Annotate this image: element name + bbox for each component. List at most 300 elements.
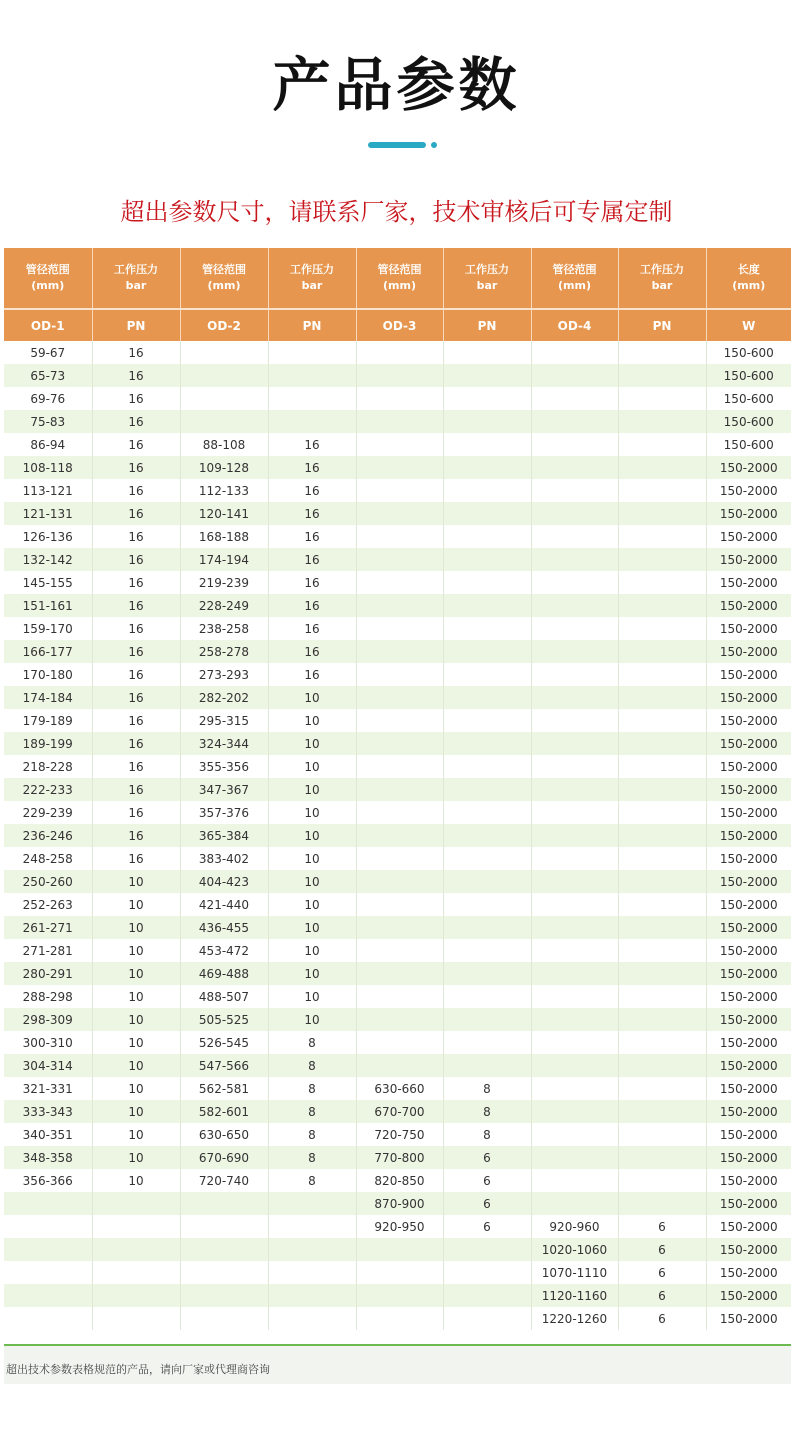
table-cell: [356, 1031, 443, 1054]
table-cell: 150-2000: [706, 525, 791, 548]
table-cell: [356, 663, 443, 686]
table-row: [4, 801, 791, 824]
table-cell: 383-402: [180, 847, 268, 870]
table-cell: 321-331: [4, 1077, 92, 1100]
table-cell: [4, 1261, 92, 1284]
table-cell: [4, 1307, 92, 1330]
table-cell: 219-239: [180, 571, 268, 594]
table-cell: 150-2000: [706, 456, 791, 479]
table-row: [4, 686, 791, 709]
table-cell: 8: [268, 1031, 356, 1054]
table-cell: 65-73: [4, 364, 92, 387]
table-cell: 10: [268, 1008, 356, 1031]
table-row: [4, 1123, 791, 1146]
table-cell: [443, 663, 531, 686]
header-cell-label: [180, 248, 268, 309]
table-cell: [356, 985, 443, 1008]
table-cell: [531, 824, 618, 847]
header-row-labels: [4, 248, 791, 309]
table-cell: 1120-1160: [531, 1284, 618, 1307]
table-cell: 10: [92, 1008, 180, 1031]
table-cell: [618, 640, 706, 663]
table-cell: [618, 985, 706, 1008]
table-cell: 8: [268, 1146, 356, 1169]
table-cell: [356, 962, 443, 985]
table-cell: 505-525: [180, 1008, 268, 1031]
table-cell: 16: [92, 732, 180, 755]
header-label: 管径范围: [377, 263, 422, 276]
table-cell: 10: [92, 1146, 180, 1169]
table-cell: 150-2000: [706, 1008, 791, 1031]
table-cell: [356, 1238, 443, 1261]
table-cell: 126-136: [4, 525, 92, 548]
table-row: [4, 571, 791, 594]
table-cell: [618, 663, 706, 686]
table-cell: [356, 1261, 443, 1284]
table-cell: [268, 410, 356, 433]
table-cell: [618, 870, 706, 893]
table-cell: [268, 364, 356, 387]
table-cell: 150-2000: [706, 617, 791, 640]
table-cell: 16: [92, 847, 180, 870]
table-cell: 10: [268, 755, 356, 778]
table-cell: [180, 1261, 268, 1284]
table-cell: 10: [268, 870, 356, 893]
table-cell: [531, 1146, 618, 1169]
table-cell: [356, 939, 443, 962]
table-cell: 582-601: [180, 1100, 268, 1123]
table-cell: 69-76: [4, 387, 92, 410]
table-cell: [4, 1238, 92, 1261]
table-cell: 280-291: [4, 962, 92, 985]
header-cell-label: [356, 248, 443, 309]
table-cell: 10: [268, 893, 356, 916]
table-cell: [531, 870, 618, 893]
table-cell: [443, 387, 531, 410]
table-cell: 10: [92, 893, 180, 916]
table-cell: 1070-1110: [531, 1261, 618, 1284]
table-cell: [356, 847, 443, 870]
table-body: [4, 341, 791, 1330]
header-code: PN: [618, 309, 706, 341]
table-cell: [443, 962, 531, 985]
table-cell: [356, 709, 443, 732]
table-cell: 10: [92, 1054, 180, 1077]
header-label: 工作压力: [114, 263, 158, 276]
table-cell: 770-800: [356, 1146, 443, 1169]
table-cell: 150-2000: [706, 640, 791, 663]
table-cell: [618, 824, 706, 847]
table-cell: [531, 962, 618, 985]
table-cell: 236-246: [4, 824, 92, 847]
table-cell: 250-260: [4, 870, 92, 893]
header-unit: (mm): [732, 279, 766, 292]
table-cell: 820-850: [356, 1169, 443, 1192]
table-cell: 347-367: [180, 778, 268, 801]
table-cell: 365-384: [180, 824, 268, 847]
table-cell: 920-950: [356, 1215, 443, 1238]
table-cell: [356, 525, 443, 548]
table-cell: 16: [268, 571, 356, 594]
table-cell: 16: [268, 525, 356, 548]
table-cell: 228-249: [180, 594, 268, 617]
table-cell: [92, 1238, 180, 1261]
table-row: [4, 962, 791, 985]
table-cell: [268, 387, 356, 410]
table-cell: 295-315: [180, 709, 268, 732]
header-label: 工作压力: [640, 263, 684, 276]
table-cell: [268, 1261, 356, 1284]
table-cell: 526-545: [180, 1031, 268, 1054]
table-cell: [268, 1284, 356, 1307]
table-cell: [531, 1031, 618, 1054]
table-cell: 150-2000: [706, 479, 791, 502]
table-row: [4, 916, 791, 939]
table-cell: 8: [443, 1077, 531, 1100]
table-cell: [443, 1261, 531, 1284]
table-cell: 16: [268, 663, 356, 686]
table-cell: 261-271: [4, 916, 92, 939]
table-cell: [531, 456, 618, 479]
table-cell: [356, 824, 443, 847]
table-cell: [618, 502, 706, 525]
table-cell: [531, 410, 618, 433]
table-cell: [4, 1215, 92, 1238]
table-cell: [92, 1307, 180, 1330]
table-cell: [180, 410, 268, 433]
table-row: [4, 732, 791, 755]
table-row: [4, 1261, 791, 1284]
table-cell: [531, 1077, 618, 1100]
table-cell: [443, 410, 531, 433]
header-code: PN: [92, 309, 180, 341]
table-row: [4, 824, 791, 847]
table-cell: [356, 387, 443, 410]
table-row: [4, 640, 791, 663]
table-cell: 166-177: [4, 640, 92, 663]
table-cell: [443, 341, 531, 364]
table-cell: 218-228: [4, 755, 92, 778]
table-cell: 10: [268, 962, 356, 985]
table-cell: 16: [268, 502, 356, 525]
table-cell: [618, 479, 706, 502]
table-cell: 10: [92, 1031, 180, 1054]
table-cell: 16: [92, 617, 180, 640]
table-cell: 150-2000: [706, 1077, 791, 1100]
table-cell: 59-67: [4, 341, 92, 364]
table-cell: [443, 456, 531, 479]
table-cell: 150-2000: [706, 1192, 791, 1215]
table-cell: 670-700: [356, 1100, 443, 1123]
table-row: [4, 617, 791, 640]
table-cell: 150-2000: [706, 1307, 791, 1330]
table-cell: [531, 548, 618, 571]
table-cell: 16: [92, 663, 180, 686]
table-cell: 150-2000: [706, 571, 791, 594]
table-cell: [618, 778, 706, 801]
table-cell: [443, 571, 531, 594]
table-cell: [443, 617, 531, 640]
table-cell: 436-455: [180, 916, 268, 939]
table-cell: [443, 755, 531, 778]
table-cell: 10: [268, 985, 356, 1008]
table-cell: [443, 732, 531, 755]
table-cell: 109-128: [180, 456, 268, 479]
table-cell: [180, 1215, 268, 1238]
table-cell: [618, 456, 706, 479]
table-row: [4, 341, 791, 364]
table-cell: 6: [443, 1169, 531, 1192]
page-title: 产品参数: [272, 51, 521, 119]
table-cell: 630-650: [180, 1123, 268, 1146]
table-cell: 150-2000: [706, 1169, 791, 1192]
table-cell: 222-233: [4, 778, 92, 801]
table-row: [4, 456, 791, 479]
table-row: [4, 709, 791, 732]
table-cell: [443, 870, 531, 893]
table-cell: 10: [92, 1169, 180, 1192]
table-cell: [268, 341, 356, 364]
table-cell: 288-298: [4, 985, 92, 1008]
table-cell: [443, 548, 531, 571]
table-cell: [618, 939, 706, 962]
table-cell: 16: [92, 778, 180, 801]
table-cell: 16: [268, 640, 356, 663]
table-cell: [356, 502, 443, 525]
table-cell: 6: [618, 1238, 706, 1261]
table-cell: 16: [92, 341, 180, 364]
table-row: [4, 1031, 791, 1054]
table-cell: 282-202: [180, 686, 268, 709]
table-cell: 150-2000: [706, 1238, 791, 1261]
table-cell: [618, 1146, 706, 1169]
table-cell: [356, 640, 443, 663]
table-cell: [531, 1008, 618, 1031]
table-cell: [180, 1238, 268, 1261]
table-cell: 150-2000: [706, 755, 791, 778]
table-cell: [618, 686, 706, 709]
table-cell: [531, 433, 618, 456]
table-cell: [618, 433, 706, 456]
table-cell: 271-281: [4, 939, 92, 962]
header-label: 工作压力: [465, 263, 509, 276]
table-row: [4, 1077, 791, 1100]
table-row: [4, 525, 791, 548]
table-cell: 469-488: [180, 962, 268, 985]
table-cell: [443, 640, 531, 663]
table-cell: 10: [268, 709, 356, 732]
table-cell: [268, 1192, 356, 1215]
table-cell: 16: [92, 433, 180, 456]
table-cell: [356, 893, 443, 916]
table-cell: 6: [443, 1192, 531, 1215]
header-code: PN: [268, 309, 356, 341]
table-cell: [268, 1238, 356, 1261]
table-row: [4, 1008, 791, 1031]
table-cell: 168-188: [180, 525, 268, 548]
table-cell: [531, 732, 618, 755]
table-cell: [531, 1169, 618, 1192]
table-cell: [443, 364, 531, 387]
table-cell: [618, 847, 706, 870]
table-cell: [531, 364, 618, 387]
table-row: [4, 985, 791, 1008]
table-cell: 179-189: [4, 709, 92, 732]
table-cell: 150-2000: [706, 548, 791, 571]
table-cell: 150-2000: [706, 778, 791, 801]
header-cell-label: [92, 248, 180, 309]
table-cell: 10: [268, 847, 356, 870]
table-cell: [618, 1031, 706, 1054]
table-cell: [443, 801, 531, 824]
table-cell: 8: [268, 1169, 356, 1192]
table-cell: 16: [92, 571, 180, 594]
table-cell: 6: [618, 1261, 706, 1284]
header-label: 管径范围: [202, 263, 246, 276]
header-cell-label: [618, 248, 706, 309]
header-label: 工作压力: [290, 263, 334, 276]
table-cell: [531, 709, 618, 732]
table-cell: 16: [92, 410, 180, 433]
table-cell: [92, 1192, 180, 1215]
table-cell: [356, 1008, 443, 1031]
header-unit: bar: [301, 279, 323, 292]
table-cell: 16: [92, 801, 180, 824]
header-code: PN: [443, 309, 531, 341]
table-cell: 562-581: [180, 1077, 268, 1100]
table-cell: 348-358: [4, 1146, 92, 1169]
table-cell: 229-239: [4, 801, 92, 824]
table-cell: 10: [92, 962, 180, 985]
table-cell: 252-263: [4, 893, 92, 916]
table-cell: [443, 594, 531, 617]
table-cell: 150-2000: [706, 709, 791, 732]
table-cell: 421-440: [180, 893, 268, 916]
table-cell: [4, 1192, 92, 1215]
table-cell: 670-690: [180, 1146, 268, 1169]
header-cell-label: [443, 248, 531, 309]
table-cell: 300-310: [4, 1031, 92, 1054]
table-cell: 453-472: [180, 939, 268, 962]
table-cell: 113-121: [4, 479, 92, 502]
table-cell: [443, 847, 531, 870]
table-cell: 6: [618, 1284, 706, 1307]
table-row: [4, 1284, 791, 1307]
table-cell: 6: [618, 1215, 706, 1238]
table-row: [4, 1238, 791, 1261]
table-cell: [356, 778, 443, 801]
table-cell: 150-2000: [706, 732, 791, 755]
table-cell: 159-170: [4, 617, 92, 640]
table-row: [4, 1100, 791, 1123]
table-cell: 10: [268, 778, 356, 801]
table-row: [4, 870, 791, 893]
table-cell: [531, 387, 618, 410]
header-unit: (mm): [207, 279, 241, 292]
table-cell: 150-2000: [706, 962, 791, 985]
table-row: [4, 1169, 791, 1192]
table-cell: [92, 1284, 180, 1307]
table-row: [4, 1307, 791, 1330]
table-cell: 10: [268, 801, 356, 824]
table-cell: 6: [443, 1146, 531, 1169]
table-cell: 333-343: [4, 1100, 92, 1123]
table-row: [4, 548, 791, 571]
table-cell: 16: [268, 433, 356, 456]
table-cell: [356, 755, 443, 778]
table-cell: 6: [618, 1307, 706, 1330]
table-cell: [618, 617, 706, 640]
table-cell: 120-141: [180, 502, 268, 525]
table-cell: 16: [92, 640, 180, 663]
table-cell: [531, 571, 618, 594]
table-cell: 10: [268, 939, 356, 962]
table-row: [4, 1215, 791, 1238]
table-cell: [531, 985, 618, 1008]
table-cell: [356, 594, 443, 617]
table-cell: [443, 502, 531, 525]
table-cell: 10: [92, 1123, 180, 1146]
table-cell: [618, 525, 706, 548]
table-row: [4, 479, 791, 502]
table-cell: [356, 433, 443, 456]
table-cell: 16: [92, 387, 180, 410]
table-cell: 150-600: [706, 364, 791, 387]
table-cell: [531, 479, 618, 502]
table-cell: [618, 1100, 706, 1123]
table-cell: 150-2000: [706, 824, 791, 847]
table-row: [4, 1192, 791, 1215]
table-cell: 16: [268, 479, 356, 502]
table-cell: [531, 916, 618, 939]
table-cell: 258-278: [180, 640, 268, 663]
table-cell: [443, 479, 531, 502]
table-cell: 150-2000: [706, 663, 791, 686]
table-cell: 150-600: [706, 410, 791, 433]
table-cell: [443, 893, 531, 916]
table-cell: [531, 686, 618, 709]
header-code: OD-2: [180, 309, 268, 341]
table-cell: 16: [268, 456, 356, 479]
table-cell: 16: [92, 686, 180, 709]
table-cell: 86-94: [4, 433, 92, 456]
table-cell: [531, 502, 618, 525]
table-cell: [618, 709, 706, 732]
table-cell: [618, 755, 706, 778]
header-cell-label: [268, 248, 356, 309]
table-cell: 404-423: [180, 870, 268, 893]
table-cell: 150-2000: [706, 1054, 791, 1077]
table-cell: [531, 640, 618, 663]
table-cell: [531, 893, 618, 916]
table-row: [4, 847, 791, 870]
table-cell: 16: [92, 502, 180, 525]
table-cell: [356, 870, 443, 893]
table-cell: 145-155: [4, 571, 92, 594]
table-cell: 16: [92, 824, 180, 847]
table-cell: 16: [92, 456, 180, 479]
table-cell: [443, 939, 531, 962]
header-code: OD-4: [531, 309, 618, 341]
table-cell: [531, 663, 618, 686]
header-unit: (mm): [558, 279, 591, 292]
table-cell: [356, 479, 443, 502]
table-cell: [531, 939, 618, 962]
table-cell: 150-2000: [706, 939, 791, 962]
table-cell: [531, 1123, 618, 1146]
table-cell: 10: [92, 1100, 180, 1123]
table-cell: 10: [268, 916, 356, 939]
